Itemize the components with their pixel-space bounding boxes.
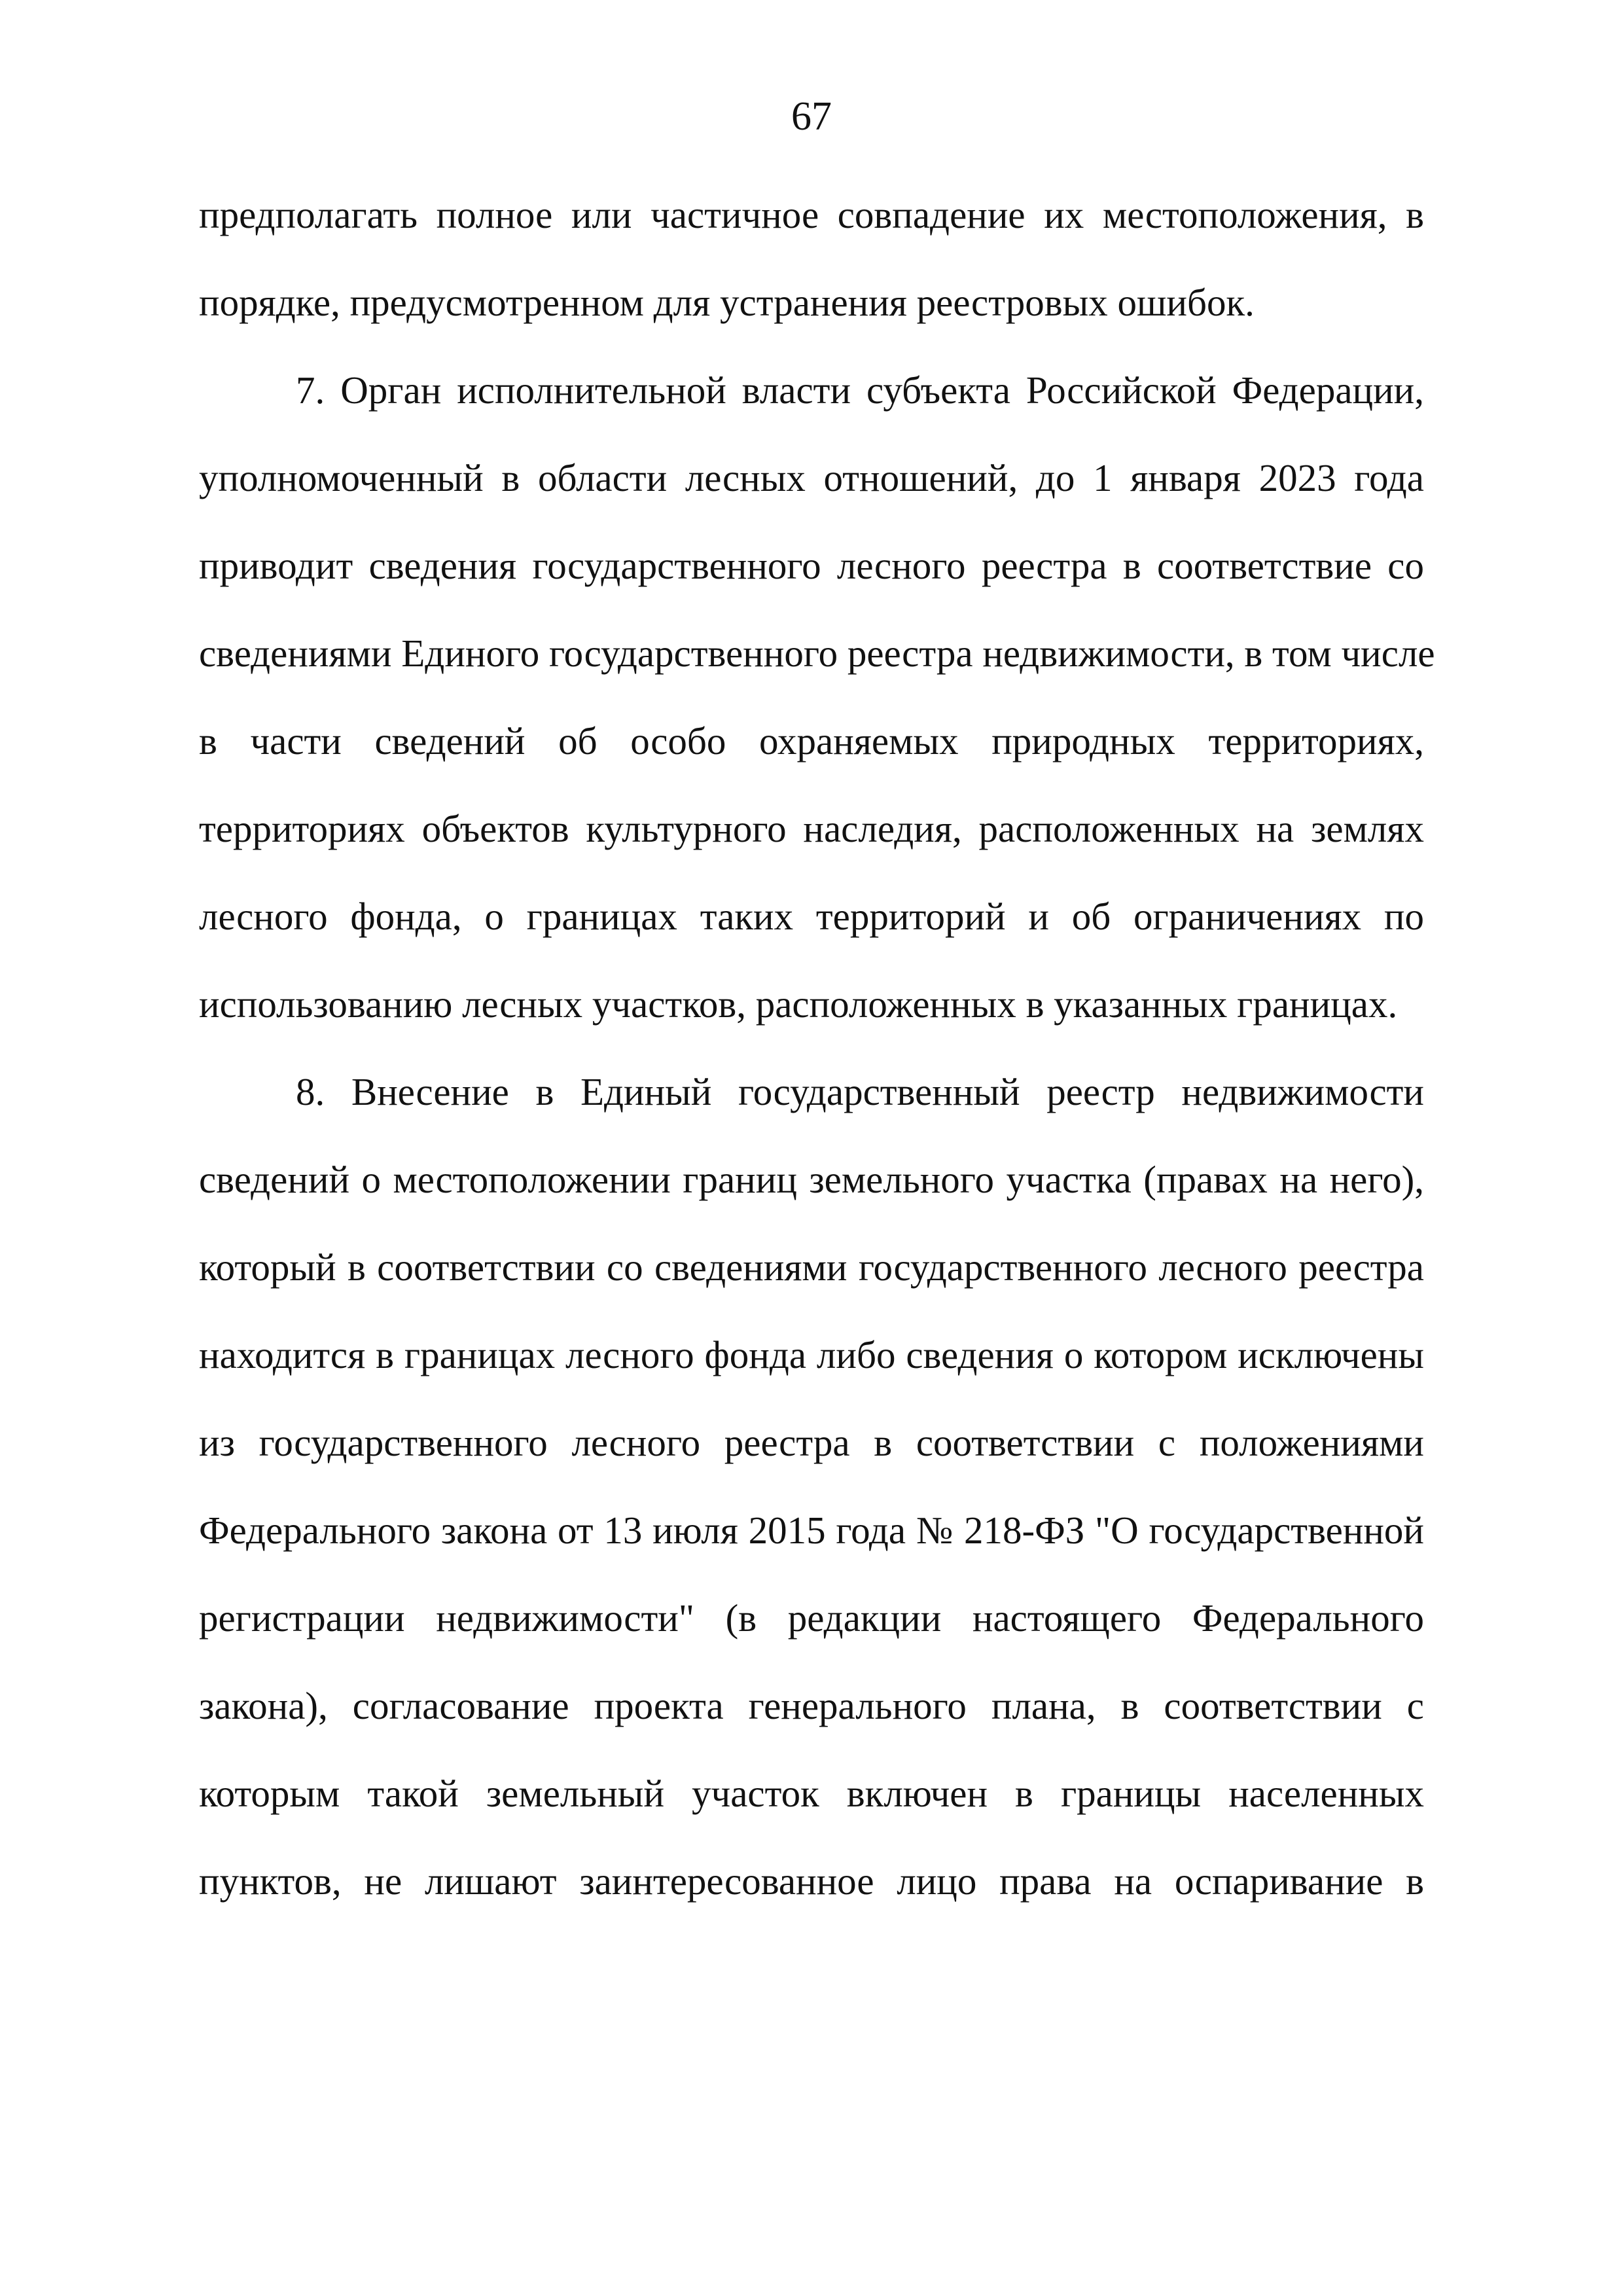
text-line: порядке, предусмотренном для устранения реестровых ошибок. bbox=[199, 281, 1255, 324]
text-line: предполагать полное или частичное совпадение их местоположения, в bbox=[199, 193, 1424, 236]
text-line: регистрации недвижимости" (в редакции настоящего Федерального bbox=[199, 1596, 1424, 1640]
text-line: из государственного лесного реестра в соответствии с положениями bbox=[199, 1421, 1424, 1464]
text-line: использованию лесных участков, расположенных в указанных границах. bbox=[199, 982, 1398, 1026]
text-line: уполномоченный в области лесных отношений, до 1 января 2023 года bbox=[199, 456, 1424, 499]
text-line: сведений о местоположении границ земельного участка (правах на него), bbox=[199, 1158, 1424, 1201]
text-line: 8. Внесение в Единый государственный реестр недвижимости bbox=[296, 1070, 1424, 1113]
text-line: в части сведений об особо охраняемых природных территориях, bbox=[199, 719, 1424, 762]
text-line: лесного фонда, о границах таких территорий и об ограничениях по bbox=[199, 895, 1424, 938]
document-body bbox=[199, 190, 1435, 1944]
text-line: территориях объектов культурного наследия, расположенных на землях bbox=[199, 807, 1424, 850]
text-line: сведениями Единого государственного реестра недвижимости, в том числе bbox=[199, 632, 1435, 675]
text-line: закона), согласование проекта генерального плана, в соответствии с bbox=[199, 1684, 1424, 1727]
page-number: 67 bbox=[791, 94, 832, 139]
text-line: 7. Орган исполнительной власти субъекта Российской Федерации, bbox=[296, 368, 1424, 412]
text-line: который в соответствии со сведениями государственного лесного реестра bbox=[199, 1246, 1424, 1289]
text-line: приводит сведения государственного лесного реестра в соответствие со bbox=[199, 544, 1424, 587]
text-line: Федерального закона от 13 июля 2015 года № 218-ФЗ "О государственной bbox=[199, 1509, 1424, 1552]
text-line: пунктов, не лишают заинтересованное лицо права на оспаривание в bbox=[199, 1859, 1424, 1903]
text-line: находится в границах лесного фонда либо сведения о котором исключены bbox=[199, 1333, 1424, 1376]
text-line: которым такой земельный участок включен в границы населенных bbox=[199, 1772, 1424, 1815]
